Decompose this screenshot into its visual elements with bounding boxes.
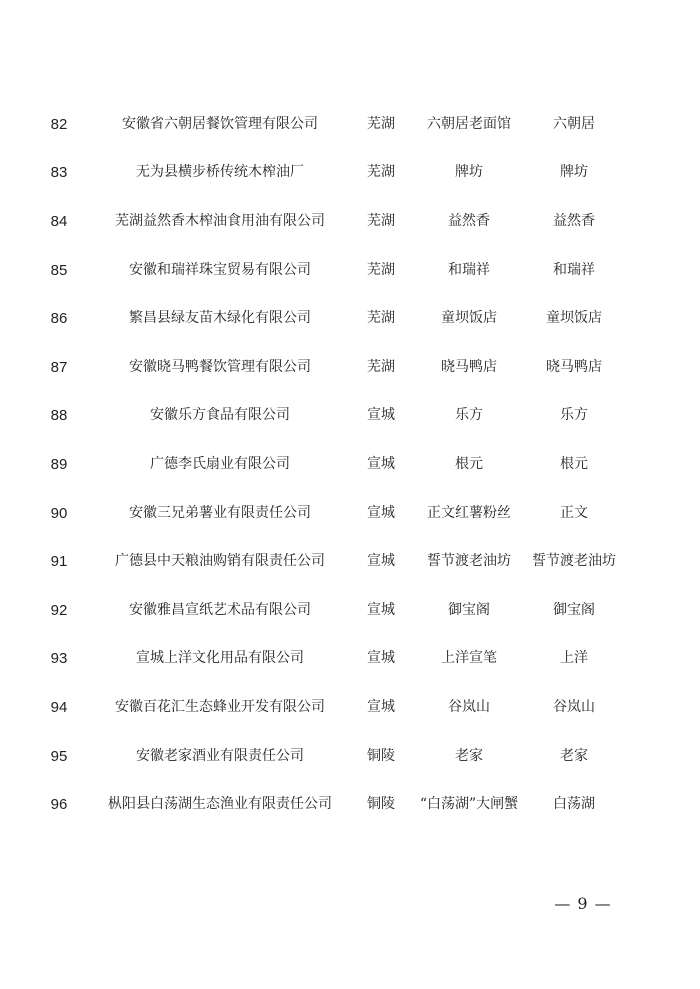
row-number-text: 83 [50, 164, 68, 182]
city-name-text: 芜湖 [367, 164, 395, 181]
row-number [30, 780, 88, 829]
brand-name-text: 御宝阁 [448, 601, 490, 618]
row-number [30, 537, 88, 586]
brand-name [415, 780, 523, 829]
trademark-name-text: 白荡湖 [553, 796, 595, 813]
company-name-text: 安徽雅昌宣纸艺术品有限公司 [129, 601, 311, 618]
trademark-name [522, 732, 626, 781]
brand-name [415, 343, 523, 392]
company-name-text: 广德县中天粮油购销有限责任公司 [115, 553, 325, 570]
brand-name [415, 489, 523, 538]
city-name-text: 宣城 [367, 407, 395, 424]
row-number [30, 732, 88, 781]
row-number-text: 90 [50, 504, 68, 522]
company-name-text: 安徽乐方食品有限公司 [150, 407, 290, 424]
city-name [350, 197, 412, 246]
table-row [0, 294, 700, 343]
company-name-text: 宣城上洋文化用品有限公司 [136, 650, 304, 667]
row-number-text: 85 [50, 261, 68, 279]
city-name [350, 149, 412, 198]
table-row [0, 586, 700, 635]
row-number [30, 197, 88, 246]
company-name-text: 安徽晓马鸭餐饮管理有限公司 [129, 358, 311, 375]
row-number-text: 89 [50, 455, 68, 473]
brand-name-text: 根元 [455, 455, 483, 472]
row-number-text: 87 [50, 358, 68, 376]
row-number-text: 84 [50, 212, 68, 230]
company-name [100, 780, 340, 829]
trademark-name [522, 149, 626, 198]
city-name [350, 586, 412, 635]
company-name [100, 246, 340, 295]
trademark-name [522, 537, 626, 586]
brand-name-text: 上洋宣笔 [441, 650, 497, 667]
table-row [0, 537, 700, 586]
table-row [0, 683, 700, 732]
city-name-text: 芜湖 [367, 358, 395, 375]
row-number [30, 294, 88, 343]
table-row [0, 149, 700, 198]
company-name [100, 197, 340, 246]
table-row [0, 197, 700, 246]
trademark-name [522, 489, 626, 538]
city-name-text: 宣城 [367, 601, 395, 618]
company-name-text: 安徽和瑞祥珠宝贸易有限公司 [129, 261, 311, 278]
brand-name-text: 晓马鸭店 [441, 358, 497, 375]
row-number [30, 343, 88, 392]
company-name [100, 149, 340, 198]
brand-name-text: 童坝饭店 [441, 310, 497, 327]
city-name-text: 芜湖 [367, 310, 395, 327]
trademark-name-text: 牌坊 [560, 164, 588, 181]
brand-name-text: 正文红薯粉丝 [427, 504, 511, 521]
brand-name-text: 牌坊 [455, 164, 483, 181]
row-number [30, 100, 88, 149]
table-row [0, 732, 700, 781]
trademark-name [522, 100, 626, 149]
company-name [100, 343, 340, 392]
trademark-name [522, 392, 626, 441]
trademark-name [522, 294, 626, 343]
city-name [350, 392, 412, 441]
trademark-name-text: 谷岚山 [553, 698, 595, 715]
company-name-text: 无为县横步桥传统木榨油厂 [136, 164, 304, 181]
row-number [30, 635, 88, 684]
company-name [100, 537, 340, 586]
city-name [350, 732, 412, 781]
brand-name-text: “白荡湖”大闸蟹 [419, 796, 519, 813]
brand-name-text: 谷岚山 [448, 698, 490, 715]
brand-name [415, 100, 523, 149]
brand-name [415, 197, 523, 246]
city-name [350, 780, 412, 829]
city-name-text: 芜湖 [367, 261, 395, 278]
city-name-text: 宣城 [367, 650, 395, 667]
company-name-text: 安徽百花汇生态蜂业开发有限公司 [115, 698, 325, 715]
row-number [30, 586, 88, 635]
page-number: — 9 — [554, 894, 612, 913]
row-number-text: 86 [50, 310, 68, 328]
trademark-name [522, 246, 626, 295]
brand-name [415, 732, 523, 781]
table-row [0, 780, 700, 829]
trademark-name-text: 御宝阁 [553, 601, 595, 618]
company-name [100, 100, 340, 149]
row-number [30, 246, 88, 295]
table-row [0, 392, 700, 441]
company-name [100, 294, 340, 343]
row-number-text: 93 [50, 650, 68, 668]
table-row [0, 635, 700, 684]
company-name [100, 635, 340, 684]
trademark-name [522, 780, 626, 829]
table-row [0, 100, 700, 149]
row-number [30, 489, 88, 538]
company-name-text: 安徽三兄弟薯业有限责任公司 [129, 504, 311, 521]
city-name-text: 宣城 [367, 553, 395, 570]
company-name-text: 安徽老家酒业有限责任公司 [136, 747, 304, 764]
row-number-text: 96 [50, 796, 68, 814]
table-row [0, 343, 700, 392]
brand-name [415, 440, 523, 489]
city-name [350, 343, 412, 392]
brand-name [415, 294, 523, 343]
company-name-text: 芜湖益然香木榨油食用油有限公司 [115, 212, 325, 229]
row-number-text: 88 [50, 407, 68, 425]
city-name [350, 100, 412, 149]
city-name-text: 芜湖 [367, 212, 395, 229]
trademark-name-text: 正文 [560, 504, 588, 521]
brand-name-text: 六朝居老面馆 [427, 115, 511, 132]
company-name-text: 枞阳县白荡湖生态渔业有限责任公司 [108, 796, 332, 813]
city-name [350, 537, 412, 586]
table-row [0, 489, 700, 538]
table-row [0, 440, 700, 489]
brand-name-text: 乐方 [455, 407, 483, 424]
city-name-text: 铜陵 [367, 796, 395, 813]
company-name-text: 繁昌县绿友苗木绿化有限公司 [129, 310, 311, 327]
brand-name-text: 老家 [455, 747, 483, 764]
row-number-text: 82 [50, 115, 68, 133]
company-name [100, 489, 340, 538]
brand-name [415, 392, 523, 441]
trademark-name-text: 根元 [560, 455, 588, 472]
city-name-text: 宣城 [367, 504, 395, 521]
trademark-name-text: 和瑞祥 [553, 261, 595, 278]
company-name [100, 392, 340, 441]
city-name [350, 635, 412, 684]
company-name [100, 732, 340, 781]
brand-name [415, 683, 523, 732]
trademark-name-text: 童坝饭店 [546, 310, 602, 327]
table-row [0, 246, 700, 295]
city-name-text: 芜湖 [367, 115, 395, 132]
city-name [350, 489, 412, 538]
row-number-text: 92 [50, 601, 68, 619]
brand-list-table [0, 100, 700, 829]
city-name-text: 铜陵 [367, 747, 395, 764]
row-number [30, 440, 88, 489]
row-number-text: 91 [50, 553, 68, 571]
trademark-name [522, 440, 626, 489]
trademark-name-text: 老家 [560, 747, 588, 764]
city-name [350, 683, 412, 732]
company-name-text: 安徽省六朝居餐饮管理有限公司 [122, 115, 318, 132]
brand-name [415, 149, 523, 198]
city-name [350, 246, 412, 295]
city-name [350, 440, 412, 489]
trademark-name-text: 六朝居 [553, 115, 595, 132]
brand-name [415, 537, 523, 586]
trademark-name-text: 上洋 [560, 650, 588, 667]
row-number-text: 94 [50, 698, 68, 716]
company-name [100, 440, 340, 489]
company-name-text: 广德李氏扇业有限公司 [150, 455, 290, 472]
trademark-name-text: 誓节渡老油坊 [532, 553, 616, 570]
brand-name-text: 益然香 [448, 212, 490, 229]
trademark-name [522, 635, 626, 684]
brand-name-text: 和瑞祥 [448, 261, 490, 278]
brand-name [415, 246, 523, 295]
row-number-text: 95 [50, 747, 68, 765]
city-name [350, 294, 412, 343]
trademark-name [522, 197, 626, 246]
row-number [30, 683, 88, 732]
brand-name-text: 誓节渡老油坊 [427, 553, 511, 570]
trademark-name-text: 乐方 [560, 407, 588, 424]
brand-name [415, 635, 523, 684]
row-number [30, 149, 88, 198]
trademark-name [522, 586, 626, 635]
company-name [100, 683, 340, 732]
city-name-text: 宣城 [367, 455, 395, 472]
trademark-name [522, 683, 626, 732]
trademark-name-text: 晓马鸭店 [546, 358, 602, 375]
city-name-text: 宣城 [367, 698, 395, 715]
company-name [100, 586, 340, 635]
brand-name [415, 586, 523, 635]
trademark-name [522, 343, 626, 392]
row-number [30, 392, 88, 441]
trademark-name-text: 益然香 [553, 212, 595, 229]
